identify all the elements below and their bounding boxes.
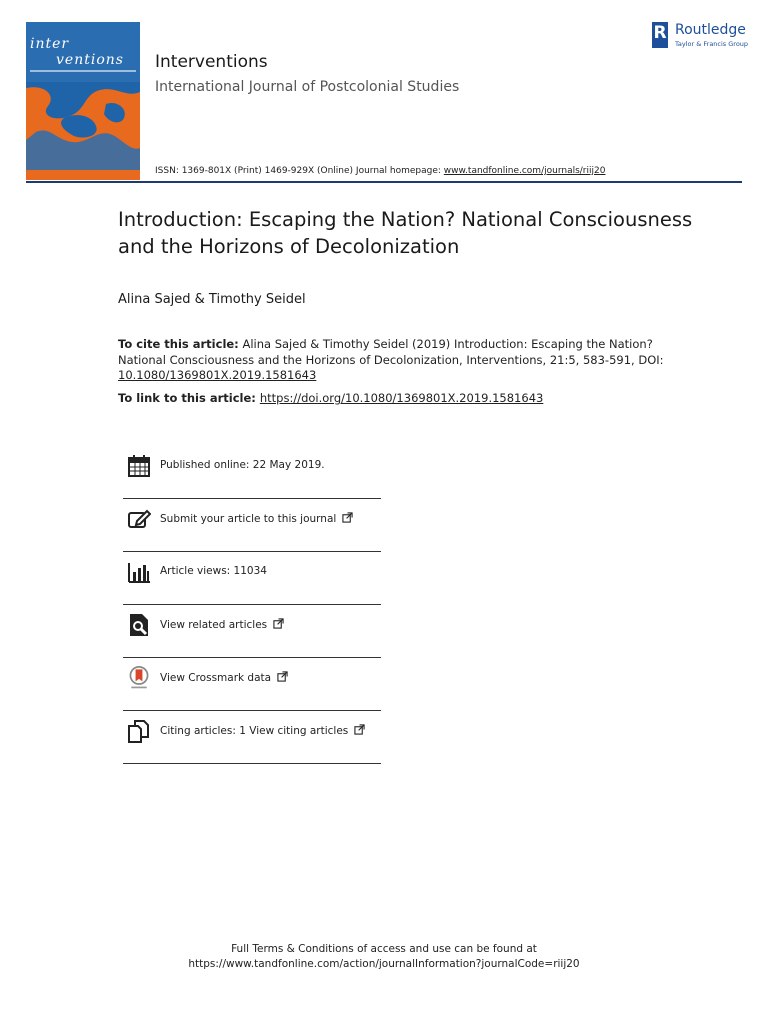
external-link-icon	[342, 512, 353, 523]
link-label: To link to this article:	[118, 391, 260, 405]
issn-text: ISSN: 1369-801X (Print) 1469-929X (Online) Journal homepage:	[155, 166, 444, 176]
info-row-published	[123, 446, 381, 499]
publisher-name: Routledge	[675, 22, 746, 38]
citing-articles-link[interactable]: Citing articles: 1 View citing articles	[160, 725, 349, 737]
journal-subtitle: International Journal of Postcolonial Studies	[155, 79, 460, 95]
citing-articles-icon	[127, 719, 151, 743]
article-info-list	[123, 446, 381, 764]
published-online-label: Published online: 22 May 2019.	[160, 459, 325, 471]
calendar-icon	[127, 454, 151, 478]
edit-icon	[127, 507, 151, 531]
journal-cover-image	[26, 22, 140, 180]
routledge-r-mark-icon: R	[652, 22, 668, 48]
info-row-views	[123, 552, 381, 605]
cover-title-line1: inter	[30, 36, 70, 52]
related-articles-link[interactable]: View related articles	[160, 619, 268, 631]
submit-article-link[interactable]: Submit your article to this journal	[160, 513, 337, 525]
crossmark-data-link[interactable]: View Crossmark data	[160, 672, 272, 684]
journal-title: Interventions	[155, 52, 268, 72]
publisher-group: Taylor & Francis Group	[675, 40, 749, 48]
cite-doi-link[interactable]: 10.1080/1369801X.2019.1581643	[118, 368, 317, 382]
terms-url-link[interactable]: https://www.tandfonline.com/action/journalInformation?journalCode=riij20	[188, 958, 580, 970]
external-link-icon	[273, 618, 284, 629]
cover-globe-art	[26, 82, 140, 172]
external-link-icon	[354, 724, 365, 735]
article-link-line	[118, 391, 543, 405]
issn-line	[155, 166, 605, 176]
cite-text: Alina Sajed & Timothy Seidel (2019) Introduction: Escaping the Nation? National Consciousness and the Horizons of Decolonization, Interventions, 21:5, 583-591, DOI:	[118, 337, 664, 367]
header-divider	[26, 181, 742, 183]
info-row-citing[interactable]	[123, 711, 381, 764]
article-views-label: Article views: 11034	[160, 565, 267, 577]
article-authors: Alina Sajed & Timothy Seidel	[118, 292, 306, 307]
cover-title-line2: ventions	[56, 52, 124, 68]
citation-block	[118, 337, 678, 384]
info-row-related[interactable]	[123, 605, 381, 658]
info-row-submit[interactable]	[123, 499, 381, 552]
related-articles-icon	[127, 613, 151, 637]
bar-chart-icon	[127, 560, 151, 584]
terms-line: Full Terms & Conditions of access and use can be found at	[231, 943, 537, 955]
crossmark-icon	[127, 666, 151, 690]
external-link-icon	[277, 671, 288, 682]
terms-footer	[0, 942, 768, 972]
journal-homepage-link[interactable]: www.tandfonline.com/journals/riij20	[443, 166, 606, 176]
article-title: Introduction: Escaping the Nation? National Consciousness and the Horizons of Decolonization	[118, 208, 693, 258]
info-row-crossmark[interactable]	[123, 658, 381, 711]
cite-label: To cite this article:	[118, 337, 239, 351]
article-doi-link[interactable]: https://doi.org/10.1080/1369801X.2019.1581643	[259, 391, 544, 405]
